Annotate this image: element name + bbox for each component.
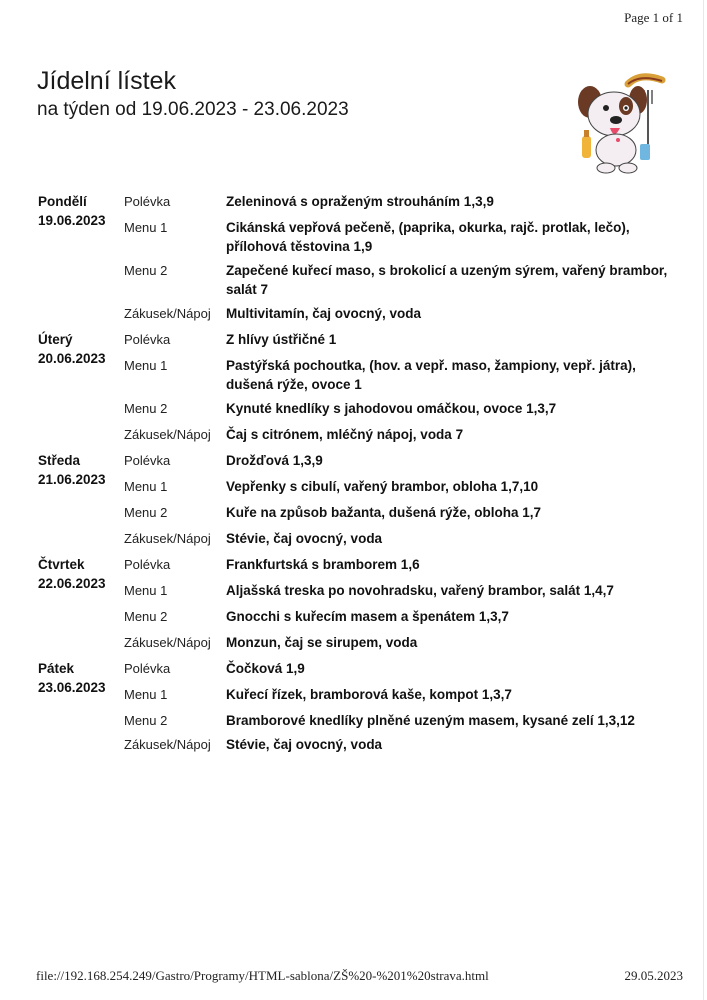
day-name: Středa (38, 453, 81, 468)
category-label: Zákusek/Nápoj (124, 635, 211, 650)
chef-dog-icon (570, 70, 666, 178)
menu-row-dessert-drink (124, 633, 678, 652)
page-title: Jídelní lístek (37, 67, 176, 95)
category-label: Menu 2 (124, 713, 168, 728)
category-label: Menu 1 (124, 479, 168, 494)
category-label: Menu 2 (124, 505, 168, 520)
day-label (38, 192, 124, 230)
menu-row-menu1 (124, 218, 678, 256)
menu-row-dessert-drink (124, 529, 678, 548)
dish-text: Gnocchi s kuřecím masem a špenátem 1,3,7 (226, 609, 509, 624)
menu-row-menu1 (124, 685, 678, 704)
day-thursday (38, 555, 678, 652)
dish-text: Kuřecí řízek, bramborová kaše, kompot 1,3,7 (226, 687, 512, 702)
menu-row-menu1 (124, 581, 678, 600)
category-label: Zákusek/Nápoj (124, 427, 211, 442)
day-name: Úterý (38, 332, 73, 347)
dish-text: Čaj s citrónem, mléčný nápoj, voda 7 (226, 427, 464, 442)
dish-text: Čočková 1,9 (226, 661, 305, 676)
weekly-menu (38, 192, 678, 761)
menu-row-menu2 (124, 503, 678, 522)
category-label: Menu 2 (124, 263, 168, 278)
page-number: Page 1 of 1 (624, 10, 683, 25)
day-label (38, 659, 124, 697)
day-date: 23.06.2023 (38, 680, 106, 695)
menu-row-soup (124, 451, 678, 470)
menu-row-soup (124, 330, 678, 349)
menu-row-menu2 (124, 711, 678, 730)
menu-row-menu1 (124, 356, 678, 394)
dish-text: Multivitamín, čaj ovocný, voda (226, 306, 422, 321)
category-label: Menu 1 (124, 358, 168, 373)
dish-text: Aljašská treska po novohradsku, vařený brambor, salát 1,4,7 (226, 583, 614, 598)
week-range: na týden od 19.06.2023 - 23.06.2023 (37, 99, 349, 120)
page-edge (703, 0, 704, 1000)
category-label: Menu 1 (124, 220, 168, 235)
day-label (38, 451, 124, 489)
category-label: Menu 2 (124, 401, 168, 416)
category-label: Zákusek/Nápoj (124, 737, 211, 752)
menu-row-menu2 (124, 261, 678, 299)
day-date: 21.06.2023 (38, 472, 106, 487)
day-wednesday (38, 451, 678, 548)
day-name: Pátek (38, 661, 75, 676)
day-friday (38, 659, 678, 754)
category-label: Polévka (124, 194, 171, 209)
dish-text: Cikánská vepřová pečeně, (paprika, okurka, rajč. protlak, lečo), přílohová těstovina 1,9 (226, 220, 630, 254)
category-label: Polévka (124, 332, 171, 347)
category-label: Polévka (124, 557, 171, 572)
menu-row-menu1 (124, 477, 678, 496)
dish-text: Zeleninová s opraženým strouháním 1,3,9 (226, 194, 494, 209)
menu-row-menu2 (124, 607, 678, 626)
day-name: Čtvrtek (38, 557, 85, 572)
dish-text: Kuře na způsob bažanta, dušená rýže, obloha 1,7 (226, 505, 542, 520)
day-date: 20.06.2023 (38, 351, 106, 366)
dish-text: Zapečené kuřecí maso, s brokolicí a uzeným sýrem, vařený brambor, salát 7 (226, 263, 668, 297)
category-label: Menu 1 (124, 687, 168, 702)
dish-text: Monzun, čaj se sirupem, voda (226, 635, 418, 650)
category-label: Zákusek/Nápoj (124, 306, 211, 321)
day-name: Pondělí (38, 194, 87, 209)
menu-row-menu2 (124, 399, 678, 418)
menu-row-dessert-drink (124, 735, 678, 754)
menu-row-soup (124, 659, 678, 678)
dish-text: Pastýřská pochoutka, (hov. a vepř. maso, žampiony, vepř. játra), dušená rýže, ovoce 1 (226, 358, 636, 392)
day-tuesday (38, 330, 678, 444)
category-label: Polévka (124, 453, 171, 468)
day-label (38, 330, 124, 368)
dish-text: Drožďová 1,3,9 (226, 453, 323, 468)
footer-print-date: 29.05.2023 (624, 968, 683, 983)
dish-text: Z hlívy ústřičné 1 (226, 332, 337, 347)
dish-text: Bramborové knedlíky plněné uzeným masem, kysané zelí 1,3,12 (226, 713, 635, 728)
dish-text: Frankfurtská s bramborem 1,6 (226, 557, 420, 572)
footer-file-path: file://192.168.254.249/Gastro/Programy/HTML-sablona/ZŠ%20-%201%20strava.html (36, 968, 489, 983)
day-date: 19.06.2023 (38, 213, 106, 228)
category-label: Zákusek/Nápoj (124, 531, 211, 546)
category-label: Menu 2 (124, 609, 168, 624)
dish-text: Kynuté knedlíky s jahodovou omáčkou, ovoce 1,3,7 (226, 401, 557, 416)
category-label: Menu 1 (124, 583, 168, 598)
day-monday (38, 192, 678, 323)
menu-row-soup (124, 192, 678, 211)
category-label: Polévka (124, 661, 171, 676)
day-date: 22.06.2023 (38, 576, 106, 591)
dish-text: Stévie, čaj ovocný, voda (226, 531, 383, 546)
menu-row-dessert-drink (124, 425, 678, 444)
dish-text: Vepřenky s cibulí, vařený brambor, obloha 1,7,10 (226, 479, 539, 494)
menu-row-soup (124, 555, 678, 574)
dish-text: Stévie, čaj ovocný, voda (226, 737, 383, 752)
menu-row-dessert-drink (124, 304, 678, 323)
day-label (38, 555, 124, 593)
